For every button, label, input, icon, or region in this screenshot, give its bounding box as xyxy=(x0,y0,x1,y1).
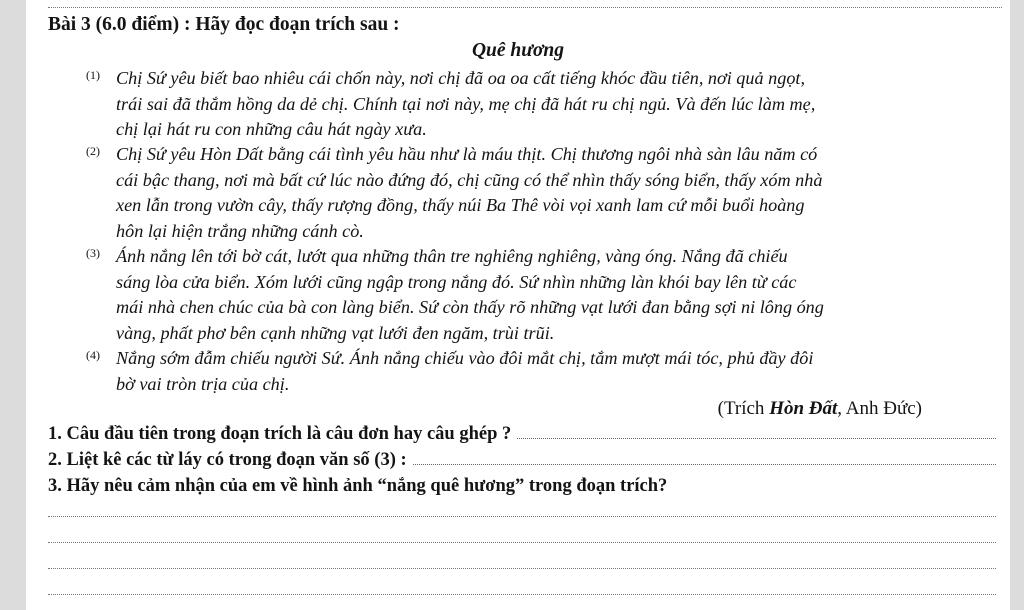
passage-paragraph-3 xyxy=(86,244,1000,346)
paragraph-marker: (1) xyxy=(86,68,100,82)
passage-line: xen lẫn trong vườn cây, thấy rượng đồng, thấy núi Ba Thê vòi vọi xanh lam cứ mỗi buổi hoàng xyxy=(116,195,805,215)
passage-title: Quê hương xyxy=(471,40,565,61)
answer-blank xyxy=(517,437,996,439)
passage-line: bờ vai tròn trịa của chị. xyxy=(116,373,290,394)
passage-paragraph-2 xyxy=(86,142,1000,244)
passage-line: Chị Sứ yêu biết bao nhiêu cái chốn này, nơi chị đã oa oa cất tiếng khóc đầu tiên, nơi quả ngọt, xyxy=(116,68,806,88)
question-3 xyxy=(48,476,996,497)
source-suffix: , Anh Đức) xyxy=(837,398,922,419)
passage-line: chị lại hát ru con những câu hát ngày xưa. xyxy=(116,119,427,139)
passage-line: Ánh nắng lên tới bờ cát, lướt qua những thân tre nghiêng nghiêng, vàng óng. Nắng đã chiếu xyxy=(116,246,788,266)
passage-line: trái sai đã thắm hồng da dẻ chị. Chính tại nơi này, mẹ chị đã hát ru chị ngủ. Và đến lúc làm mẹ, xyxy=(116,93,816,114)
question-text: 3. Hãy nêu cảm nhận của em về hình ảnh “nắng quê hương” trong đoạn trích? xyxy=(48,476,668,496)
question-text: 1. Câu đầu tiên trong đoạn trích là câu đơn hay câu ghép ? xyxy=(48,424,512,444)
answer-line xyxy=(48,594,996,595)
passage-line: Chị Sứ yêu Hòn Dất bằng cái tình yêu hầu như là máu thịt. Chị thương ngôi nhà sàn lâu năm có xyxy=(116,144,818,164)
question-2 xyxy=(48,450,996,471)
question-1 xyxy=(48,424,996,445)
passage-line: Nắng sớm đẫm chiếu người Sứ. Ánh nắng chiếu vào đôi mắt chị, tắm mượt mái tóc, phủ đầy đôi xyxy=(116,348,814,368)
passage-line: cái bậc thang, nơi mà bất cứ lúc nào đứng đó, chị cũng có thể nhìn thấy sóng biển, thấy xóm nhà xyxy=(116,169,823,190)
worksheet-page xyxy=(26,0,1010,610)
passage-line: vàng, phất phơ bên cạnh những vạt lưới đen ngăm, trùi trũi. xyxy=(116,322,555,343)
passage-paragraph-1 xyxy=(86,66,1000,143)
answer-line xyxy=(48,568,996,569)
passage-line: sáng lòa cửa biển. Xóm lưới cũng ngập trong nắng đó. Sứ nhìn những làn khói bay lên từ các xyxy=(116,271,797,292)
passage-line: mái nhà chen chúc của bà con làng biển. Sứ còn thấy rõ những vạt lưới đan bằng sợi ni lông óng xyxy=(116,297,824,317)
paragraph-marker: (4) xyxy=(86,348,100,362)
source-work-title: Hòn Đất xyxy=(769,398,838,419)
answer-blank xyxy=(413,463,996,465)
top-dotted-rule xyxy=(48,7,1002,8)
exercise-heading: Bài 3 (6.0 điểm) : Hãy đọc đoạn trích sau : xyxy=(48,14,400,35)
answer-line xyxy=(48,516,996,517)
paragraph-marker: (3) xyxy=(86,246,100,260)
source-prefix: (Trích xyxy=(717,398,770,419)
answer-line xyxy=(48,542,996,543)
passage-line: hôn lại hiện trắng những cánh cò. xyxy=(116,220,364,241)
passage-paragraph-4 xyxy=(86,346,1000,397)
passage-source xyxy=(718,398,922,420)
paragraph-marker: (2) xyxy=(86,144,100,158)
question-text: 2. Liệt kê các từ láy có trong đoạn văn số (3) : xyxy=(48,450,407,470)
